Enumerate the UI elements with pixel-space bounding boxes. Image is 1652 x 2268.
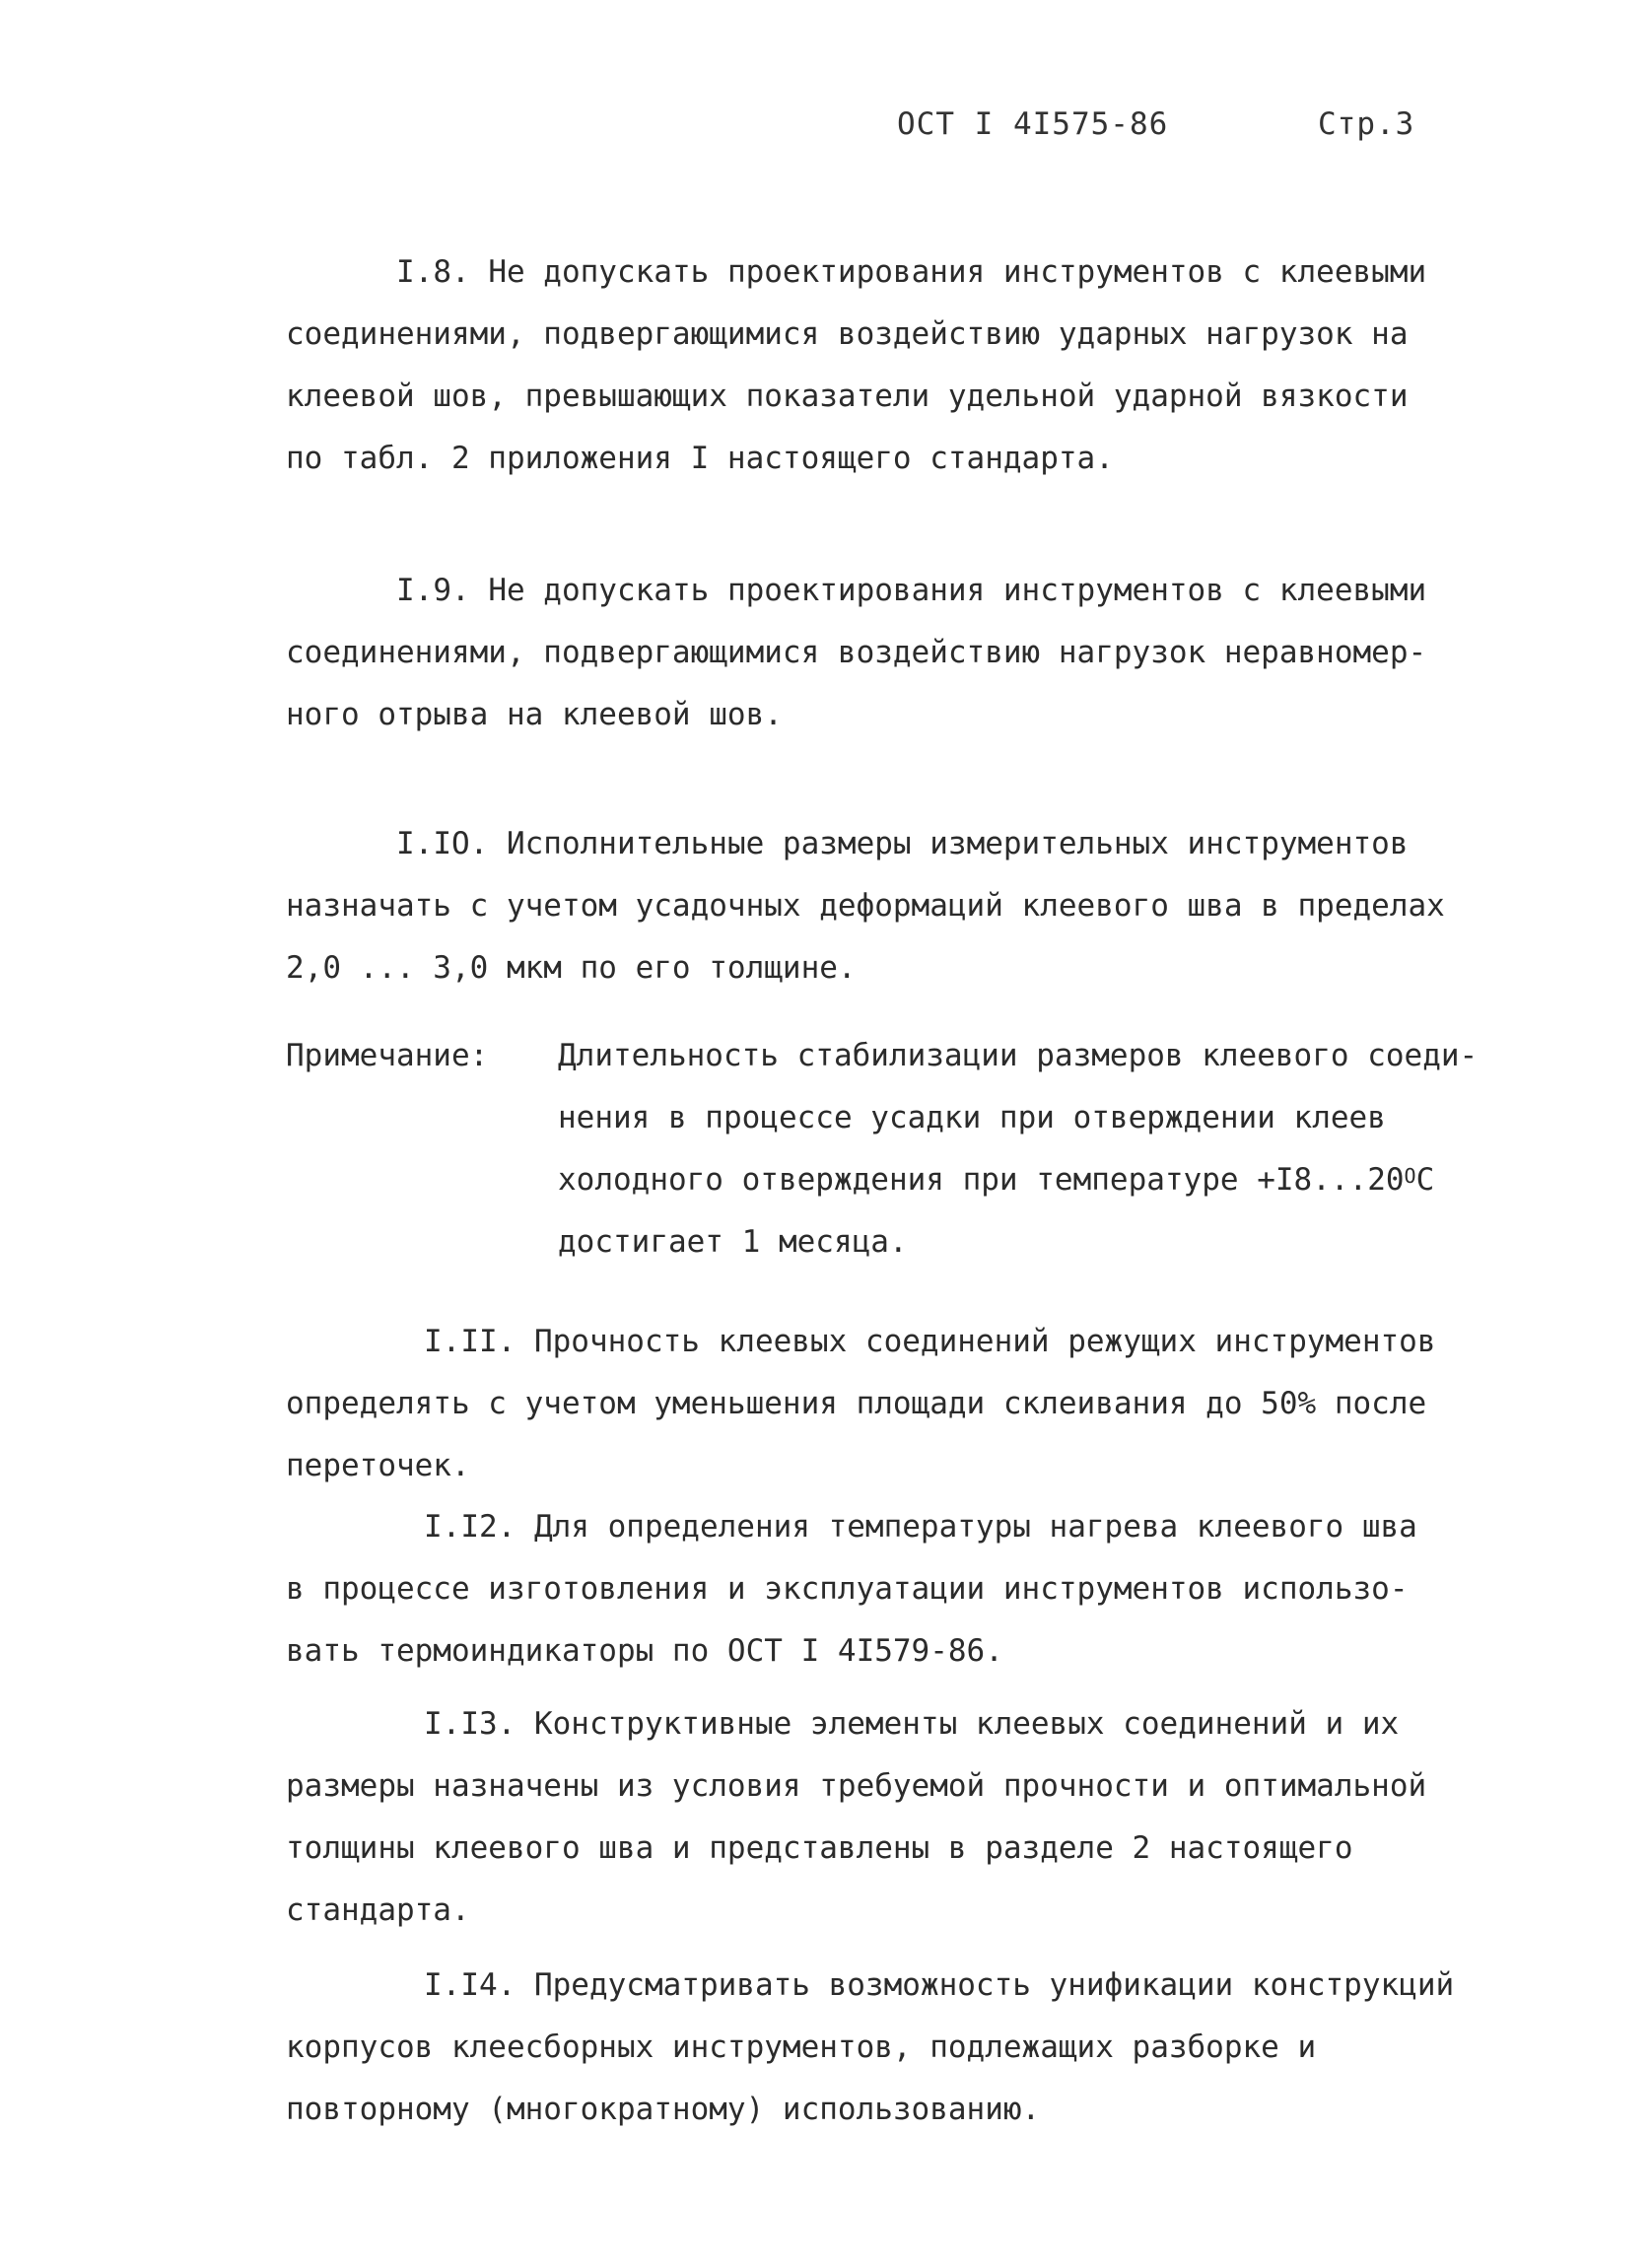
text-line: ного отрыва на клеевой шов. <box>286 697 783 732</box>
paragraph-1-14 <box>286 1955 1508 2141</box>
note-line: нения в процессе усадки при отверждении клеев <box>558 1100 1386 1135</box>
page-number: Стр.3 <box>1318 106 1415 142</box>
text-line: стандарта. <box>286 1892 470 1928</box>
text-line: толщины клеевого шва и представлены в разделе 2 настоящего <box>286 1830 1353 1866</box>
note-line <box>558 1149 1478 1211</box>
text-line: I.8. Не допускать проектирования инструментов с клеевыми <box>396 254 1427 290</box>
note-line: Длительность стабилизации размеров клеевого соеди- <box>558 1038 1479 1073</box>
text-line: корпусов клеесборных инструментов, подлежащих разборке и <box>286 2029 1317 2065</box>
paragraph-1-12 <box>286 1496 1508 1683</box>
text-line: I.I3. Конструктивные элементы клеевых соединений и их <box>424 1706 1400 1742</box>
document-code: ОСТ I 4I575-86 <box>897 106 1169 142</box>
paragraph-1-11 <box>286 1311 1508 1497</box>
text-line: I.II. Прочность клеевых соединений режущих инструментов <box>424 1324 1436 1359</box>
text-line: I.I2. Для определения температуры нагрева клеевого шва <box>424 1509 1417 1545</box>
degree-unit: С <box>1415 1162 1435 1198</box>
note-label: Примечание: <box>286 1038 489 1073</box>
text-line: I.I4. Предусматривать возможность унификации конструкций <box>424 1967 1455 2003</box>
paragraph-1-8 <box>286 241 1508 490</box>
text-line: I.IO. Исполнительные размеры измерительных инструментов <box>396 826 1409 861</box>
text-line: определять с учетом уменьшения площади склеивания до 50% после <box>286 1386 1427 1421</box>
text-line: в процессе изготовления и эксплуатации инструментов использо- <box>286 1571 1409 1607</box>
text-line: I.9. Не допускать проектирования инструментов с клеевыми <box>396 573 1427 608</box>
text-line: вать термоиндикаторы по ОСТ I 4I579-86. <box>286 1633 1003 1669</box>
paragraph-1-10 <box>286 813 1508 999</box>
text-line: клеевой шов, превышающих показатели удельной ударной вязкости <box>286 378 1409 414</box>
text-line: 2,0 ... 3,0 мкм по его толщине. <box>286 950 857 986</box>
text-line: по табл. 2 приложения I настоящего стандарта. <box>286 441 1114 476</box>
text-line: переточек. <box>286 1448 470 1483</box>
degree-sign: О <box>1404 1164 1416 1188</box>
text-line: повторному (многократному) использованию. <box>286 2092 1041 2127</box>
paragraph-1-9 <box>286 560 1508 746</box>
note-line-text: холодного отверждения при температуре +I8...20 <box>558 1162 1405 1198</box>
paragraph-1-13 <box>286 1693 1508 1942</box>
text-line: соединениями, подвергающимися воздействию нагрузок неравномер- <box>286 635 1427 670</box>
note-line: достигает 1 месяца. <box>558 1224 908 1260</box>
text-line: размеры назначены из условия требуемой прочности и оптимальной <box>286 1768 1427 1804</box>
note-body <box>558 1025 1478 1273</box>
text-line: соединениями, подвергающимися воздействию ударных нагрузок на <box>286 316 1409 352</box>
text-line: назначать с учетом усадочных деформаций клеевого шва в пределах <box>286 888 1445 924</box>
